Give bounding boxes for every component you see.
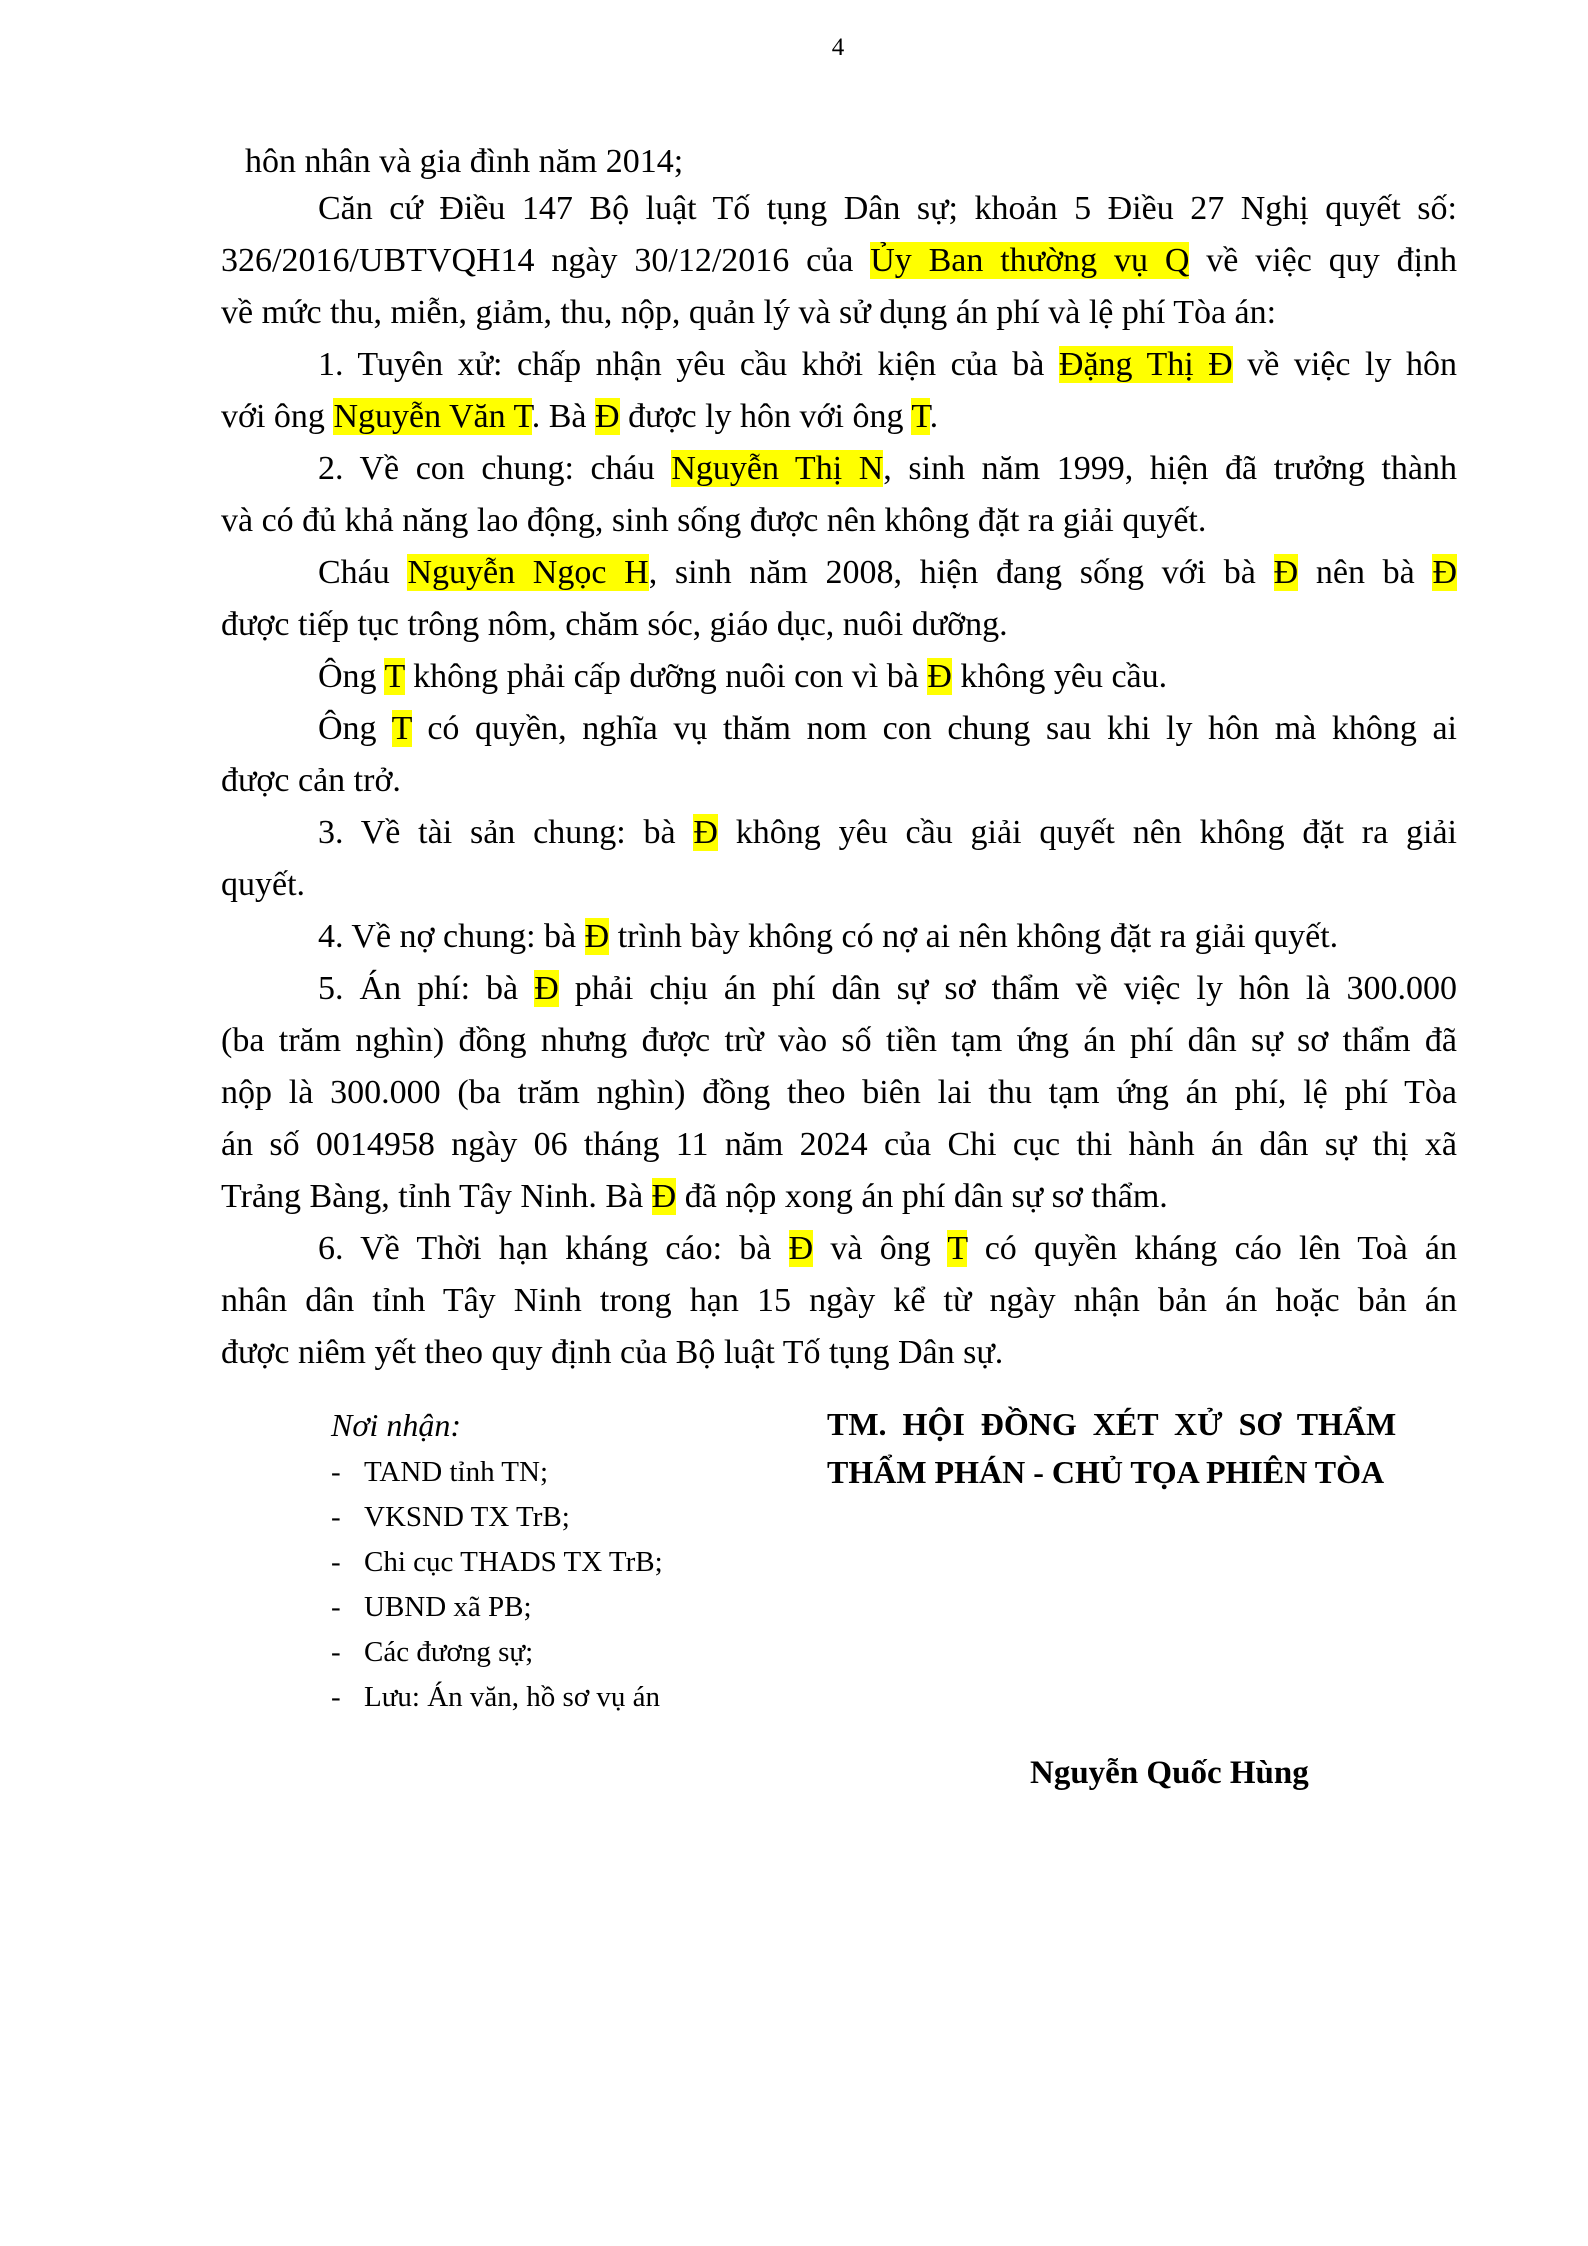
- text-line: [221, 1015, 1457, 1067]
- text-line: [221, 183, 1457, 235]
- list-dash: -: [331, 1591, 341, 1623]
- text-segment: về việc ly hôn: [1232, 346, 1457, 383]
- text-segment: hôn nhân và gia đình năm 2014;: [245, 143, 684, 180]
- text-segment: phải chịu án phí dân sự sơ thẩm về việc ly hôn là 300.000: [558, 970, 1457, 1007]
- text-segment: 5. Án phí: bà: [318, 970, 535, 1007]
- recipient-item: [331, 1540, 663, 1585]
- text-segment: được niêm yết theo quy định của Bộ luật Tố tụng Dân sự.: [221, 1334, 1004, 1371]
- text-segment: có quyền, nghĩa vụ thăm nom con chung sau khi ly hôn mà không ai: [411, 710, 1457, 747]
- list-dash: -: [331, 1456, 341, 1488]
- text-segment: về mức thu, miễn, giảm, thu, nộp, quản lý và sử dụng án phí và lệ phí Tòa án:: [221, 294, 1277, 331]
- text-line: [221, 1327, 1457, 1379]
- highlighted-name: Đ: [693, 814, 718, 851]
- highlighted-name: Nguyễn Thị N: [671, 450, 884, 487]
- text-segment: được tiếp tục trông nôm, chăm sóc, giáo dục, nuôi dưỡng.: [221, 606, 1008, 643]
- signer-title-line1: TM. HỘI ĐỒNG XÉT XỬ SƠ THẨM: [827, 1406, 1397, 1442]
- highlighted-name: Nguyễn Ngọc H: [407, 554, 649, 591]
- text-segment: 4. Về nợ chung: bà: [318, 918, 585, 955]
- paragraph: [221, 339, 1457, 443]
- highlighted-name: T: [384, 658, 405, 695]
- paragraph: [221, 547, 1457, 651]
- text-line: [221, 859, 1457, 911]
- text-line: [221, 755, 1457, 807]
- recipients-list: [331, 1450, 663, 1720]
- text-segment: với ông: [221, 398, 334, 435]
- highlighted-name: Đ: [651, 1178, 677, 1215]
- text-segment: Ông: [318, 710, 392, 747]
- recipient-label: VKSND TX TrB;: [364, 1501, 570, 1533]
- text-segment: nộp là 300.000 (ba trăm nghìn) đồng theo biên lai thu tạm ứng án phí, lệ phí Tòa: [221, 1074, 1457, 1111]
- text-segment: Ông: [318, 658, 385, 695]
- text-segment: . Bà: [531, 398, 596, 435]
- text-segment: , sinh năm 2008, hiện đang sống với bà: [648, 554, 1274, 591]
- paragraph: [221, 140, 1457, 183]
- paragraph: [221, 183, 1457, 339]
- paragraph: [221, 911, 1457, 963]
- text-segment: 3. Về tài sản chung: bà: [318, 814, 694, 851]
- text-segment: quyết.: [221, 866, 306, 903]
- text-line: [221, 1275, 1457, 1327]
- text-line: [221, 443, 1457, 495]
- text-line: [221, 1223, 1457, 1275]
- text-line: [221, 599, 1457, 651]
- text-segment: trình bày không có nợ ai nên không đặt ra giải quyết.: [609, 918, 1339, 955]
- highlighted-name: Ủy Ban thường vụ Q: [870, 242, 1190, 279]
- text-segment: nhân dân tỉnh Tây Ninh trong hạn 15 ngày kể từ ngày nhận bản án hoặc bản án: [221, 1282, 1457, 1319]
- recipient-item: [331, 1675, 663, 1720]
- paragraph: [221, 807, 1457, 911]
- highlighted-name: Nguyễn Văn T: [333, 398, 532, 435]
- text-segment: không yêu cầu.: [951, 658, 1168, 695]
- recipient-label: UBND xã PB;: [364, 1591, 532, 1623]
- highlighted-name: Đ: [927, 658, 952, 695]
- text-line: [221, 140, 1457, 183]
- text-segment: đã nộp xong án phí dân sự sơ thẩm.: [676, 1178, 1168, 1215]
- text-line: [221, 391, 1457, 443]
- highlighted-name: T: [947, 1230, 968, 1267]
- text-line: [221, 807, 1457, 859]
- text-line: [221, 287, 1457, 339]
- paragraph: [221, 651, 1457, 703]
- recipient-label: Lưu: Án văn, hồ sơ vụ án: [364, 1681, 661, 1713]
- list-dash: -: [331, 1681, 341, 1713]
- paragraph: [221, 1223, 1457, 1379]
- signer-block: [827, 1400, 1396, 1496]
- text-segment: 2. Về con chung: cháu: [318, 450, 672, 487]
- highlighted-name: Đ: [584, 918, 610, 955]
- highlighted-name: Đặng Thị Đ: [1058, 346, 1233, 383]
- text-segment: nên bà: [1298, 554, 1433, 591]
- text-segment: không yêu cầu giải quyết nên không đặt ra giải: [717, 814, 1457, 851]
- text-segment: .: [929, 398, 939, 435]
- text-segment: Trảng Bàng, tỉnh Tây Ninh. Bà: [221, 1178, 652, 1215]
- text-segment: và ông: [813, 1230, 948, 1267]
- list-dash: -: [331, 1546, 341, 1578]
- text-segment: 6. Về Thời hạn kháng cáo: bà: [318, 1230, 789, 1267]
- text-line: [221, 339, 1457, 391]
- highlighted-name: Đ: [1273, 554, 1299, 591]
- paragraph: [221, 963, 1457, 1223]
- highlighted-name: Đ: [595, 398, 620, 435]
- paragraph: [221, 703, 1457, 807]
- text-segment: được cản trở.: [221, 762, 401, 799]
- text-segment: Căn cứ Điều 147 Bộ luật Tố tụng Dân sự; khoản 5 Điều 27 Nghị quyết số:: [318, 190, 1457, 227]
- signer-title-line2: THẨM PHÁN - CHỦ TỌA PHIÊN TÒA: [827, 1454, 1385, 1490]
- text-line: [221, 1171, 1457, 1223]
- highlighted-name: Đ: [534, 970, 559, 1007]
- page-number: 4: [831, 34, 845, 61]
- document-body: [221, 140, 1457, 1379]
- paragraph: [221, 443, 1457, 547]
- recipient-label: TAND tỉnh TN;: [364, 1456, 549, 1488]
- text-line: [221, 703, 1457, 755]
- text-line: [221, 963, 1457, 1015]
- text-segment: không phải cấp dưỡng nuôi con vì bà: [404, 658, 928, 695]
- text-segment: được ly hôn với ông: [619, 398, 912, 435]
- list-dash: -: [331, 1501, 341, 1533]
- signer-name: Nguyễn Quốc Hùng: [1030, 1755, 1309, 1791]
- text-line: [221, 651, 1457, 703]
- recipient-item: [331, 1630, 663, 1675]
- text-segment: 326/2016/UBTVQH14 ngày 30/12/2016 của: [221, 242, 871, 279]
- highlighted-name: Đ: [1432, 554, 1457, 591]
- recipients-title: Nơi nhận:: [331, 1407, 461, 1443]
- text-segment: và có đủ khả năng lao động, sinh sống được nên không đặt ra giải quyết.: [221, 502, 1207, 539]
- text-segment: , sinh năm 1999, hiện đã trưởng thành: [883, 450, 1457, 487]
- text-segment: 1. Tuyên xử: chấp nhận yêu cầu khởi kiện của bà: [318, 346, 1059, 383]
- text-line: [221, 1119, 1457, 1171]
- text-segment: Cháu: [318, 554, 408, 591]
- highlighted-name: T: [911, 398, 930, 435]
- text-segment: án số 0014958 ngày 06 tháng 11 năm 2024 của Chi cục thi hành án dân sự thị xã: [221, 1126, 1457, 1163]
- recipient-label: Các đương sự;: [364, 1636, 534, 1668]
- recipients-block: [331, 1400, 663, 1720]
- text-segment: có quyền kháng cáo lên Toà án: [967, 1230, 1457, 1267]
- text-line: [221, 495, 1457, 547]
- highlighted-name: T: [391, 710, 412, 747]
- highlighted-name: Đ: [788, 1230, 814, 1267]
- text-line: [221, 235, 1457, 287]
- text-line: [221, 1067, 1457, 1119]
- recipient-item: [331, 1495, 663, 1540]
- text-line: [221, 547, 1457, 599]
- text-segment: (ba trăm nghìn) đồng nhưng được trừ vào số tiền tạm ứng án phí dân sự sơ thẩm đã: [221, 1022, 1457, 1059]
- recipient-item: [331, 1585, 663, 1630]
- text-segment: về việc quy định: [1189, 242, 1458, 279]
- list-dash: -: [331, 1636, 341, 1668]
- text-line: [221, 911, 1457, 963]
- recipient-label: Chi cục THADS TX TrB;: [364, 1546, 663, 1578]
- recipient-item: [331, 1450, 663, 1495]
